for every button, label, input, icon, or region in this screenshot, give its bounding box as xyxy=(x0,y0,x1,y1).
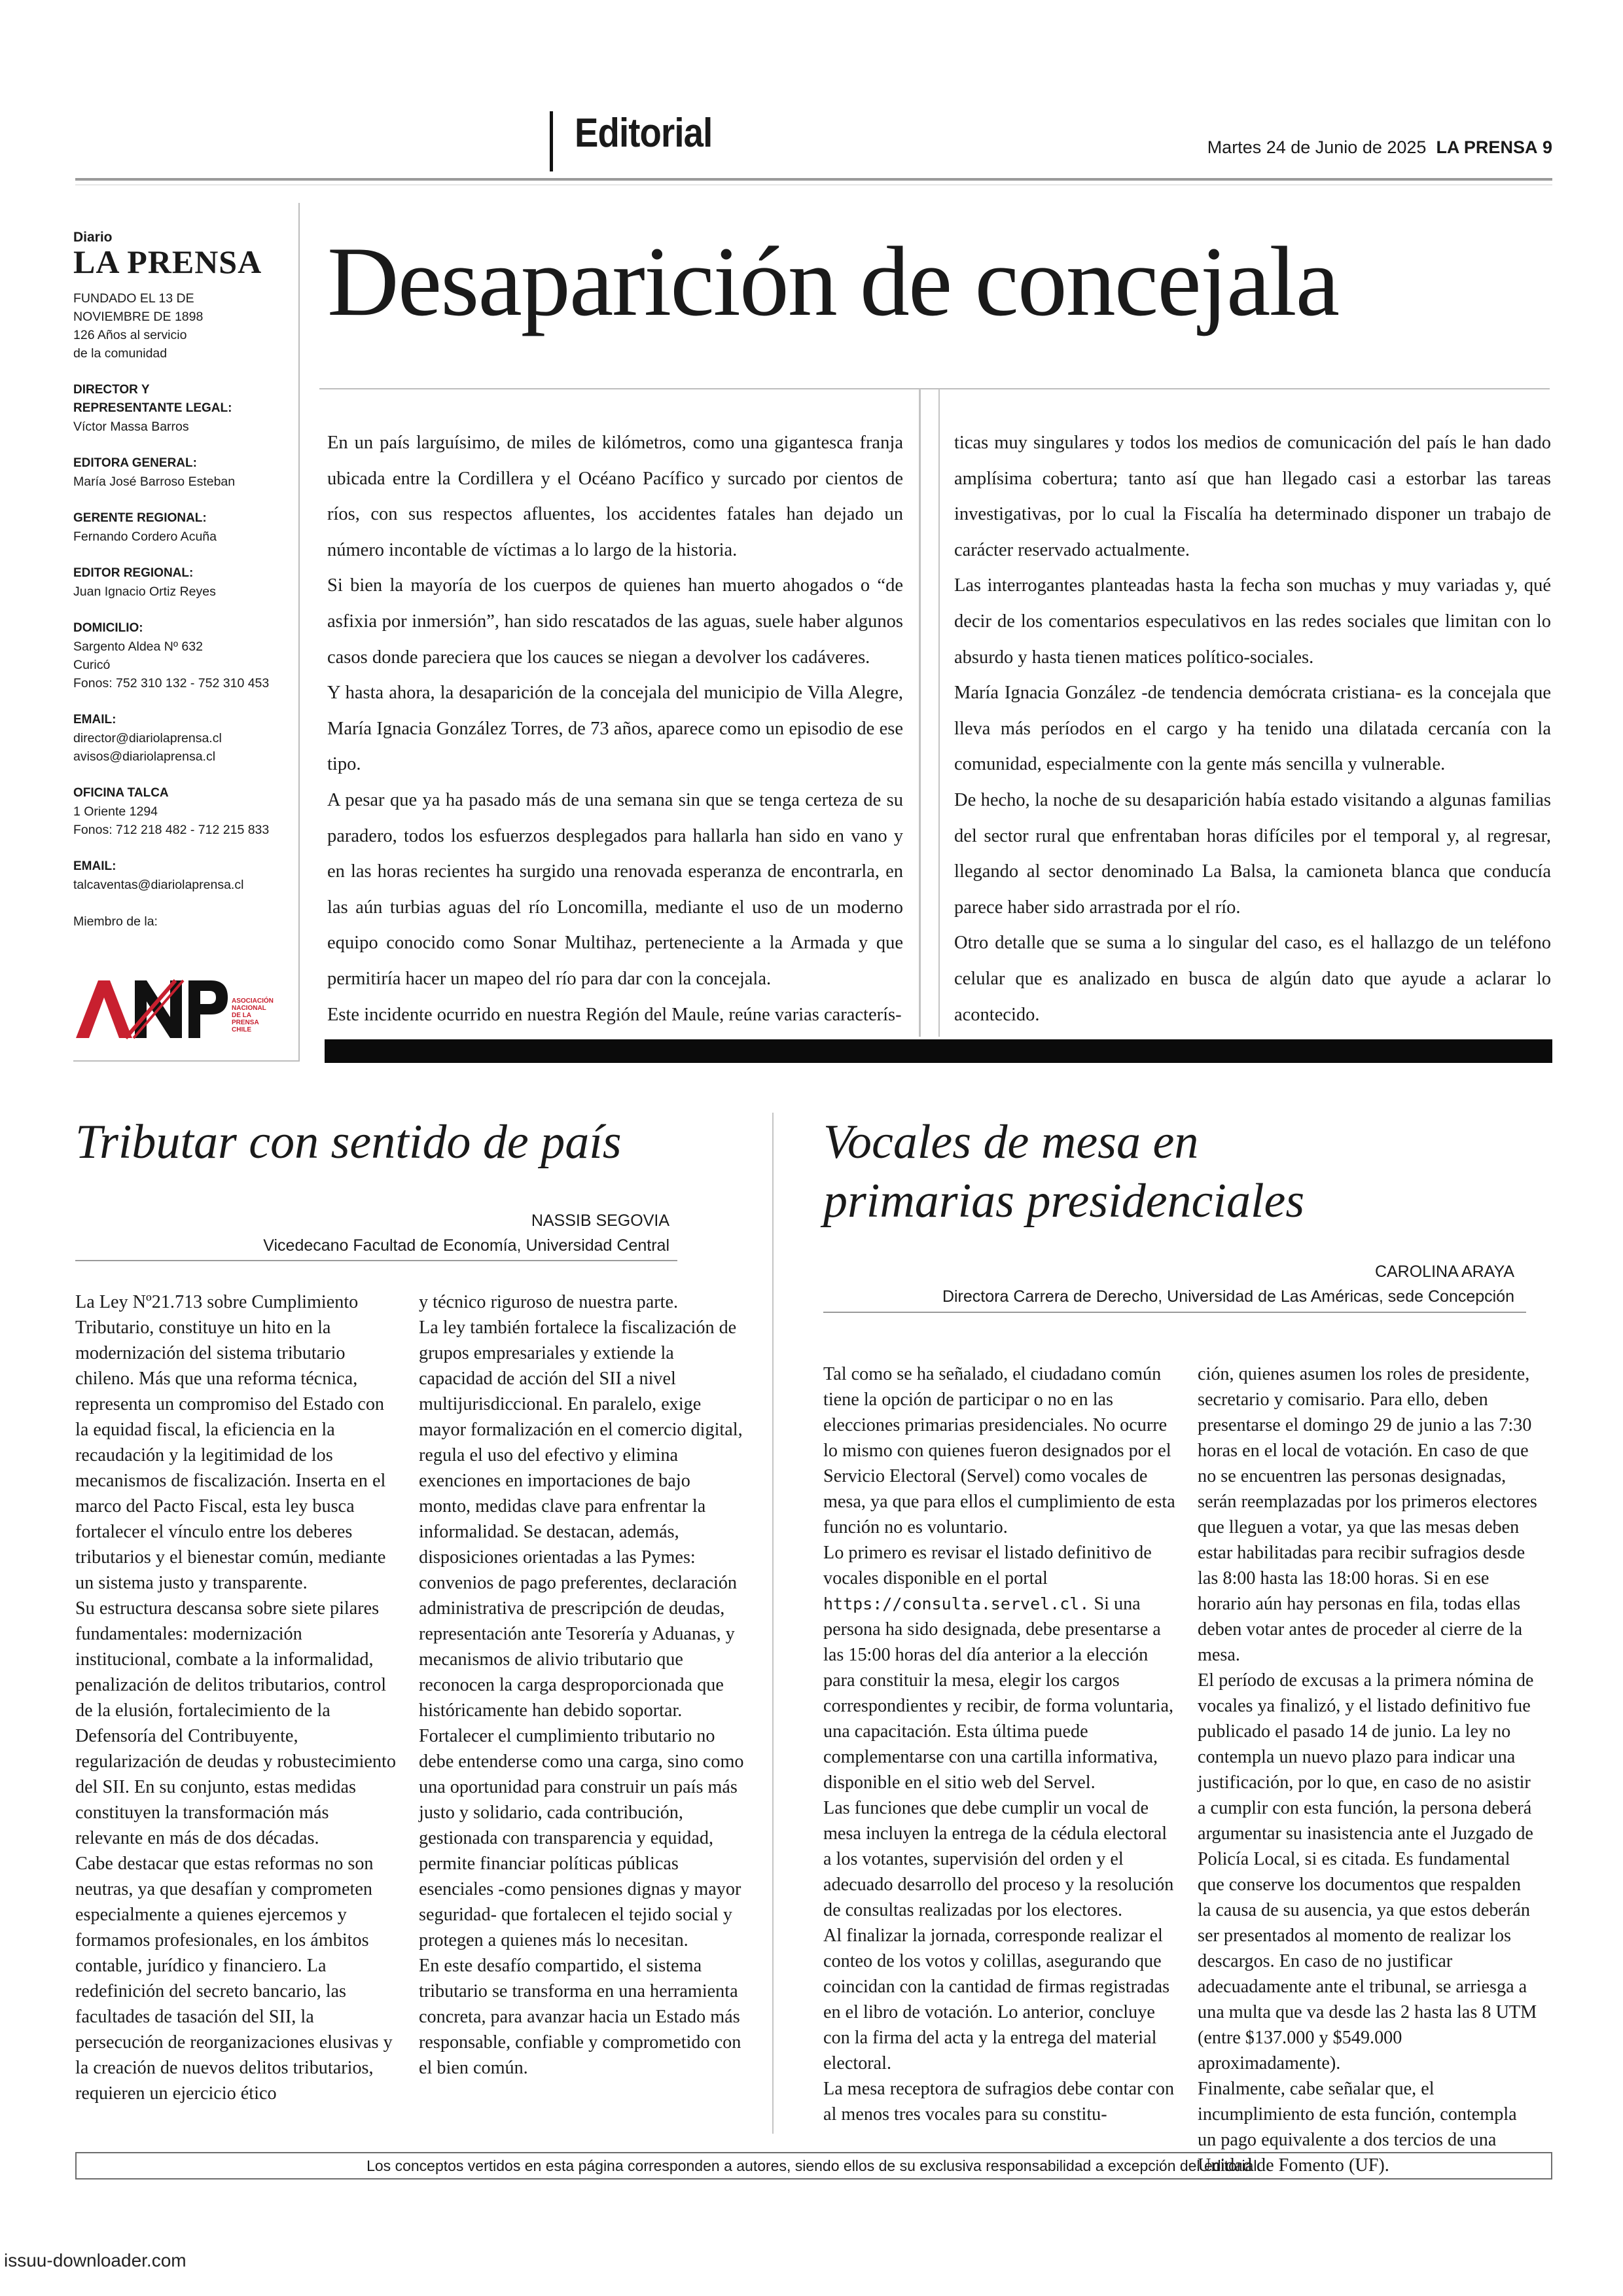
paragraph: Finalmente, cabe señalar que, el incumplimiento de esta función, contempla un pago equivalente a dos tercios de una Unidad de Fomento (UF). xyxy=(1198,2079,1517,2176)
author-affiliation: Vicedecano Facultad de Economía, Universidad Central xyxy=(263,1236,669,1255)
opinion-headline: Tributar con sentido de país xyxy=(75,1115,622,1169)
editorial-column-right xyxy=(954,425,1551,1033)
opinion-byline xyxy=(823,1259,1514,1309)
spacer xyxy=(73,279,289,289)
paragraph: Al finalizar la jornada, corresponde realizar el conteo de los votos y colillas, asegurando que coincidan con la cantidad de firmas registradas en el libro de votación. Lo anterior, concluye con la firma del acta y la entrega del material electoral. xyxy=(823,1926,1170,2073)
opinion-column xyxy=(823,1361,1177,2127)
paragraph: Lo primero es revisar el listado definitivo de vocales disponible en el portal https://consulta.servel.cl. Si una persona ha sido designada, debe presentarse a las 15:00 horas del día anterior a la elección para constituir la mesa, elegir los cargos correspondientes y recibir, de forma voluntaria, una capacitación. Esta última puede complementarse con una cartilla informativa, disponible en el sitio web del Servel. xyxy=(823,1543,1174,1793)
paragraph: ción, quienes asumen los roles de presidente, secretario y comisario. Para ello, deben presentarse el domingo 29 de junio a las 7:30 horas en el local de votación. En caso de que no se encuentren las personas designadas, serán reemplazadas por los primeros electores que lleguen a votar, ya que las mesas deben estar habilitadas para recibir sufragios desde las 8:00 hasta las 18:00 horas. Si en ese horario aún hay personas en fila, todas ellas deben votar antes de proceder al cierre de la mesa. xyxy=(1198,1364,1537,1665)
paragraph: Este incidente ocurrido en nuestra Región del Maule, reúne varias caracterís- xyxy=(327,1004,902,1025)
staff-role: EDITOR REGIONAL: xyxy=(73,566,194,580)
spacer xyxy=(73,436,289,454)
staff-line: Juan Ignacio Ortiz Reyes xyxy=(73,584,216,599)
staff-line: avisos@diariolaprensa.cl xyxy=(73,749,216,764)
staff-role: DIRECTOR Y xyxy=(73,383,150,397)
spacer xyxy=(73,546,289,564)
column-divider xyxy=(772,1113,774,2134)
paragraph: El período de excusas a la primera nómina de vocales ya finalizó, y el listado definitivo fue publicado el pasado 14 de junio. La ley no contempla un nuevo plazo para indicar una justificación, por lo que, en caso de no asistir a cumplir con esta función, la persona deberá argumentar su inasistencia ante el Juzgado de Policía Local, si es citada. Es fundamental que conserve los documentos que respalden la causa de su ausencia, ya que estos deberán ser presentados al momento de realizar los descargos. En caso de no justificar adecuadamente ante el tribunal, se arriesga a una multa que va desde las 2 hasta las 8 UTM (entre $137.000 y $549.000 aproximadamente). xyxy=(1198,1670,1537,2073)
column-divider xyxy=(938,389,940,1037)
paragraph: En este desafío compartido, el sistema tributario se transforma en una herramienta concreta, para avanzar hacia un Estado más responsable, confiable y comprometido con el bien común. xyxy=(419,1956,741,2078)
paragraph: Y hasta ahora, la desaparición de la concejala del municipio de Villa Alegre, María Ignacia González Torres, de 73 años, aparece como un episodio de ese tipo. xyxy=(327,683,903,775)
byline-rule xyxy=(823,1312,1526,1313)
byline-rule xyxy=(75,1260,677,1261)
paragraph: Su estructura descansa sobre siete pilares fundamentales: modernización institucional, combate a la informalidad, penalización de delitos tributarios, control de la elusión, fortalecimiento de la Defensoría del Contribuyente, regularización de deudas y robustecimiento del SII. En su conjunto, estas medidas constituyen la transformación más relevante en más de dos décadas. xyxy=(75,1598,396,1848)
paragraph: La ley también fortalece la fiscalización de grupos empresariales y extiende la capacidad de acción del SII a nivel multijurisdiccional. En paralelo, exige mayor formalización en el comercio digital, regula el uso del efectivo y elimina exenciones en importaciones de bajo monto, medidas clave para enfrentar la informalidad. Se destacan, además, disposiciones orientadas a las Pymes: convenios de pago preferentes, declaración administrativa de prescripción de deudas, representación ante Tesorería y Aduanas, y mecanismos de alivio tributario que reconocen la carga desproporcionada que históricamente han debido soportar. xyxy=(419,1318,743,1721)
editorial-column-left xyxy=(327,425,903,1033)
opinion-headline xyxy=(823,1113,1543,1230)
spacer xyxy=(73,491,289,509)
author-name: CAROLINA ARAYA xyxy=(1374,1263,1514,1281)
header-rule xyxy=(75,178,1552,181)
paragraph: María Ignacia González -de tendencia demócrata cristiana- es la concejala que lleva más períodos en el cargo y ha tenido una dilatada cercanía con la comunidad, especialmente con la gente más sencilla y vulnerable. xyxy=(954,683,1551,775)
staff-line: 1 Oriente 1294 xyxy=(73,804,158,819)
staff-line: Víctor Massa Barros xyxy=(73,420,189,434)
member-label: Miembro de la: xyxy=(73,914,158,929)
masthead xyxy=(73,230,289,931)
column-divider xyxy=(919,389,921,1037)
headline-line: Vocales de mesa en xyxy=(823,1115,1199,1169)
editorial-bottom-bar xyxy=(325,1039,1552,1063)
spacer xyxy=(73,363,289,381)
paragraph: ticas muy singulares y todos los medios de comunicación del país le han dado amplísima cobertura; tanto así que han llegado casi a estorbar las tareas investigativas, por lo cual la Fiscalía ha determinado disponer un trabajo de carácter reservado actualmente. xyxy=(954,433,1551,560)
opinion-byline xyxy=(75,1208,669,1258)
section-divider xyxy=(550,111,553,171)
paragraph: Otro detalle que se suma a lo singular del caso, es el hallazgo de un teléfono celular que es analizado en busca de algún dato que ayude a aclarar lo acontecido. xyxy=(954,933,1551,1025)
spacer xyxy=(73,692,289,711)
founded-line: de la comunidad xyxy=(73,346,168,361)
staff-role: OFICINA TALCA xyxy=(73,786,169,800)
paragraph: Las funciones que debe cumplir un vocal de mesa incluyen la entrega de la cédula electoral a los votantes, supervisión del orden y el adecuado desarrollo del proceso y la resolución de consultas realizadas por los electores. xyxy=(823,1798,1174,1920)
editorial-headline: Desaparición de concejala xyxy=(327,226,1339,336)
staff-role: EMAIL: xyxy=(73,859,116,873)
masthead-pre: Diario xyxy=(73,230,113,245)
staff-line: talcaventas@diariolaprensa.cl xyxy=(73,878,244,892)
staff-line: María José Barroso Esteban xyxy=(73,475,236,489)
founded-line: NOVIEMBRE DE 1898 xyxy=(73,310,204,324)
staff-role: REPRESENTANTE LEGAL: xyxy=(73,401,232,415)
staff-role: DOMICILIO: xyxy=(73,621,143,635)
paragraph: y técnico riguroso de nuestra parte. xyxy=(419,1292,679,1312)
author-name: NASSIB SEGOVIA xyxy=(531,1211,669,1230)
paragraph: De hecho, la noche de su desaparición había estado visitando a algunas familias del sector rural que enfrentaban horas difíciles por el temporal y, al regresar, llegando al sector denominado La Balsa, la camioneta blanca que conducía parece haber sido arrastrada por el río. xyxy=(954,789,1551,918)
opinion-column xyxy=(1198,1361,1538,2178)
paragraph: Cabe destacar que estas reformas no son neutras, ya que desafían y comprometen especialmente a quienes ejercemos y formamos profesionales, en los ámbitos contable, jurídico y financiero. La redefinición del secreto bancario, las facultades de tasación del SII, la persecución de reorganizaciones elusivas y la creación de nuevos delitos tributarios, requieren un ejercicio ético xyxy=(75,1854,393,2104)
spacer xyxy=(73,894,289,912)
anp-logo-caption: ASOCIACIÓN NACIONAL DE LA PRENSA CHILE xyxy=(232,997,274,1033)
paragraph: Tal como se ha señalado, el ciudadano común tiene la opción de participar o no en las elecciones primarias presidenciales. No ocurre lo mismo con quienes fueron designados por el Servicio Electoral (Servel) como vocales de mesa, ya que para ellos el cumplimiento de esta función no es voluntario. xyxy=(823,1364,1175,1537)
servel-url-link[interactable]: https://consulta.servel.cl. xyxy=(823,1594,1090,1613)
staff-line: Sargento Aldea Nº 632 xyxy=(73,639,203,654)
staff-role: EDITORA GENERAL: xyxy=(73,456,197,470)
staff-role: GERENTE REGIONAL: xyxy=(73,511,207,525)
staff-line: Curicó xyxy=(73,658,111,672)
disclaimer-text: Los conceptos vertidos en esta página corresponden a autores, siendo ellos de su exclusiva responsabilidad a excepción del editorial. xyxy=(366,2157,1261,2174)
staff-role: EMAIL: xyxy=(73,713,116,726)
opinion-column xyxy=(75,1289,396,2106)
paragraph: Fortalecer el cumplimiento tributario no debe entenderse como una carga, sino como una oportunidad para construir un país más justo y solidario, cada contribución, gestionada con transparencia y equidad, permite financiar políticas públicas esenciales -como pensiones dignas y mayor seguridad- que fortalecen el tejido social y protegen a quienes más lo necesitan. xyxy=(419,1726,744,1950)
sidebar-divider xyxy=(298,203,300,1062)
author-affiliation: Directora Carrera de Derecho, Universidad de Las Américas, sede Concepción xyxy=(942,1287,1514,1306)
paragraph: A pesar que ya ha pasado más de una semana sin que se tenga certeza de su paradero, todos los esfuerzos desplegados para hallarla han sido en vano y en las horas recientes ha surgido una renovada esperanza de encontrarla, en las aún turbias aguas del río Loncomilla, mediante el uso de un moderno equipo conocido como Sonar Multihaz, perteneciente a la Armada y que permitiría hacer un mapeo del río para dar con la concejala. xyxy=(327,789,903,989)
staff-line: Fonos: 752 310 132 - 752 310 453 xyxy=(73,676,270,691)
headline-line: primarias presidenciales xyxy=(823,1174,1305,1228)
issue-date: Martes 24 de Junio de 2025 xyxy=(1207,137,1427,157)
spacer xyxy=(73,839,289,857)
spacer xyxy=(73,601,289,619)
staff-line: director@diariolaprensa.cl xyxy=(73,731,222,745)
paragraph: Si bien la mayoría de los cuerpos de quienes han muerto ahogados o “de asfixia por inmersión”, han sido rescatados de las aguas, suele haber algunos casos donde pareciera que los cauces se niegan a devolver los cadáveres. xyxy=(327,575,903,668)
paragraph: Las interrogantes planteadas hasta la fecha son muchas y muy variadas y, qué decir de los comentarios especulativos en las redes sociales que limitan con lo absurdo y hasta tienen matices político-sociales. xyxy=(954,575,1551,668)
page-number: 9 xyxy=(1542,137,1552,157)
paragraph: La mesa receptora de sufragios debe contar con al menos tres vocales para su constitu- xyxy=(823,2079,1175,2125)
staff-line: Fernando Cordero Acuña xyxy=(73,529,217,544)
paragraph: La Ley Nº21.713 sobre Cumplimiento Tributario, constituye un hito en la modernización del sistema tributario chileno. Más que una reforma técnica, representa un compromiso del Estado con la equidad fiscal, la eficiencia en la recaudación y la legitimidad de los mecanismos de fiscalización. Inserta en el marco del Pacto Fiscal, esta ley busca fortalecer el vínculo entre los deberes tributarios y el bienestar común, mediante un sistema justo y transparente. xyxy=(75,1292,386,1593)
paragraph: En un país larguísimo, de miles de kilómetros, como una gigantesca franja ubicada entre la Cordillera y el Océano Pacífico y surcado por cientos de ríos, con sus respectos afluentes, los accidentes fatales han dejado un número incontable de víctimas a lo largo de la historia. xyxy=(327,433,903,560)
opinion-column xyxy=(419,1289,746,2081)
headline-rule xyxy=(319,388,1550,389)
paper-name: LA PRENSA xyxy=(1436,137,1538,157)
founded-line: 126 Años al servicio xyxy=(73,328,187,342)
staff-line: Fonos: 712 218 482 - 712 215 833 xyxy=(73,823,270,837)
anp-logo xyxy=(73,973,274,1045)
section-title: Editorial xyxy=(575,111,713,156)
founded-line: FUNDADO EL 13 DE xyxy=(73,291,194,306)
watermark: issuu-downloader.com xyxy=(4,2250,187,2270)
header-date-line xyxy=(1207,137,1552,158)
sidebar-bottom-rule xyxy=(73,1060,299,1062)
masthead-name: LA PRENSA xyxy=(73,243,262,280)
spacer xyxy=(73,766,289,784)
